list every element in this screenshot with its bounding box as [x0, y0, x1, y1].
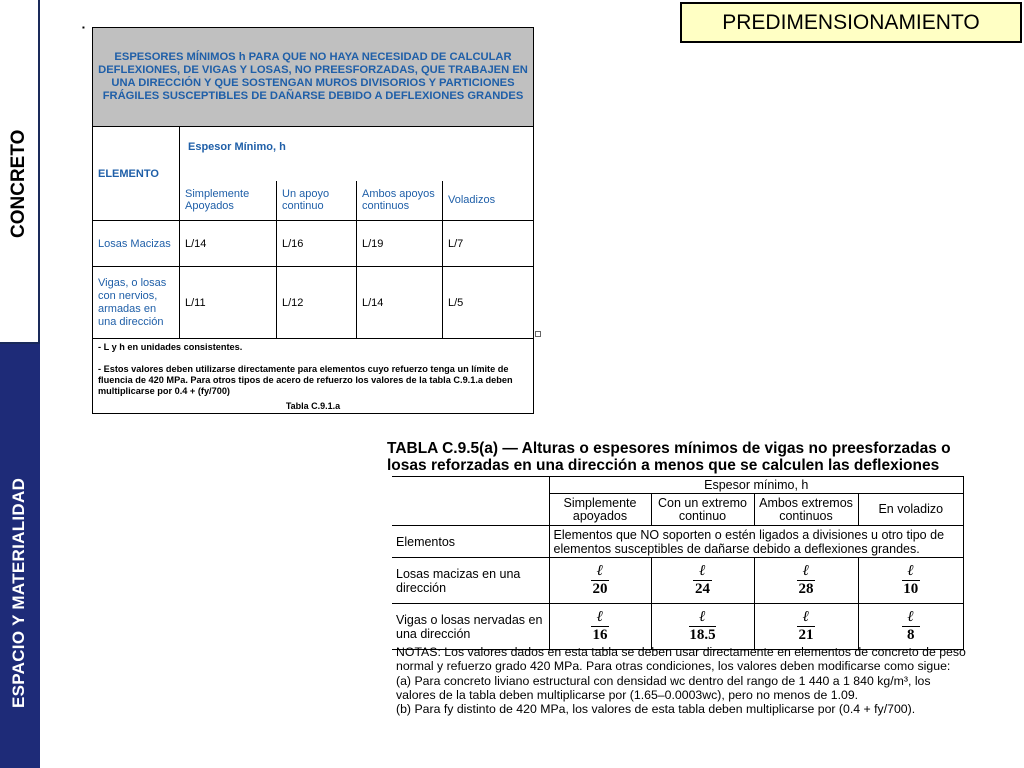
table2-cell: $\frac{\text{ℓ}}{18.5}$ [651, 604, 754, 650]
table-row [93, 221, 534, 267]
table-row [93, 267, 534, 339]
table2-subcol: Ambos extremos continuos [754, 494, 858, 526]
sidebar-bottom-panel [0, 344, 40, 768]
table2-cell: $\frac{\text{ℓ}}{28}$ [754, 558, 858, 604]
table2-elements-label: Elementos [392, 526, 549, 558]
sidebar-top-panel [0, 0, 40, 344]
table1-header: ESPESORES MÍNIMOS h PARA QUE NO HAYA NECESIDAD DE CALCULAR DEFLEXIONES, DE VIGAS Y LOSAS, NO PREESFORZADAS, QUE TRABAJEN EN UNA DIRECCIÓN Y QUE SOSTENGAN MUROS DIVISORIOS Y PARTICIONES FRÁGILES SUSCEPTIBLES DE DAÑARSE DEBIDO A DEFLEXIONES GRANDES [93, 28, 534, 127]
table1-row-element: Losas Macizas [93, 221, 180, 267]
table1-cell: L/5 [443, 267, 534, 339]
table2-cell: $\frac{\text{ℓ}}{21}$ [754, 604, 858, 650]
table1-cell: L/7 [443, 221, 534, 267]
sidebar-label-espacio: ESPACIO Y MATERIALIDAD [9, 477, 28, 708]
table1-cell: L/12 [277, 267, 357, 339]
table1-subcol: Un apoyo continuo [277, 181, 357, 221]
sidebar-label-concreto: CONCRETO [8, 129, 29, 238]
table1-caption: Tabla C.9.1.a [93, 401, 534, 414]
table2-subcol: Con un extremo continuo [651, 494, 754, 526]
table2-cell: $\frac{\text{ℓ}}{10}$ [858, 558, 964, 604]
table2-notes-intro: NOTAS: Los valores dados en esta tabla se deben usar directamente en elementos de concreto de peso normal y refuerzo grado 420 MPa. Para otras condiciones, los valores deben modificarse como sigue: [396, 645, 966, 674]
table-row [392, 558, 964, 604]
table1-cell: L/16 [277, 221, 357, 267]
table1-notes [93, 339, 534, 401]
table1-subcol: Ambos apoyos continuos [357, 181, 443, 221]
table1-row-element: Vigas, o losas con nervios, armadas en una dirección [93, 267, 180, 339]
table2-group-header: Espesor mínimo, h [549, 477, 964, 494]
anchor-marker: ▪ [82, 23, 85, 32]
table1-note-1: - L y h en unidades consistentes. [98, 342, 243, 352]
table2-row-element: Losas macizas en una dirección [392, 558, 549, 604]
table-c91a [92, 27, 534, 414]
table2-title [387, 440, 987, 474]
table2-elements-note: Elementos que NO soporten o estén ligados a divisiones u otro tipo de elementos susceptibles de dañarse debido a deflexiones grandes. [549, 526, 964, 558]
table2-title-line2: losas reforzadas en una dirección a menos que se calculen las deflexiones [387, 457, 940, 474]
page-title: PREDIMENSIONAMIENTO [680, 2, 1022, 43]
table2-cell: $\frac{\text{ℓ}}{24}$ [651, 558, 754, 604]
table2-cell: $\frac{\text{ℓ}}{20}$ [549, 558, 651, 604]
table1-cell: L/19 [357, 221, 443, 267]
resize-handle[interactable] [535, 331, 541, 337]
table2-note-b: (b) Para fy distinto de 420 MPa, los valores de esta tabla deben multiplicarse por (0.4 + fy/700). [396, 702, 916, 717]
table2-subcol: Simplemente apoyados [549, 494, 651, 526]
table2-notes [396, 645, 968, 716]
table1-subcol: Voladizos [443, 181, 534, 221]
table-c95a [392, 476, 964, 650]
table1-cell: L/14 [180, 221, 277, 267]
table2-note-a: (a) Para concreto liviano estructural con densidad wc dentro del rango de 1 440 a 1 840 kg/m³, los valores de la tabla deben multiplicarse por (1.65–0.0003wc), pero no menos de 1.09. [396, 673, 931, 702]
table1-subcol: Simplemente Apoyados [180, 181, 277, 221]
table1-col-element: ELEMENTO [93, 127, 180, 221]
table2-subcol: En voladizo [858, 494, 964, 526]
table-row [392, 604, 964, 650]
table1-cell: L/11 [180, 267, 277, 339]
table2-title-line1: TABLA C.9.5(a) — Alturas o espesores mínimos de vigas no preesforzadas o [387, 440, 951, 457]
table1-col-group: Espesor Mínimo, h [180, 127, 534, 181]
table2-cell: $\frac{\text{ℓ}}{8}$ [858, 604, 964, 650]
table1-note-2: - Estos valores deben utilizarse directamente para elementos cuyo refuerzo tenga un límite de fluencia de 420 MPa. Para otros tipos de acero de refuerzo los valores de la tabla C.9.1.a deben multiplicarse por 0.4 + (fy/700) [98, 364, 513, 396]
table1-cell: L/14 [357, 267, 443, 339]
table2-row-element: Vigas o losas nervadas en una dirección [392, 604, 549, 650]
table2-cell: $\frac{\text{ℓ}}{16}$ [549, 604, 651, 650]
